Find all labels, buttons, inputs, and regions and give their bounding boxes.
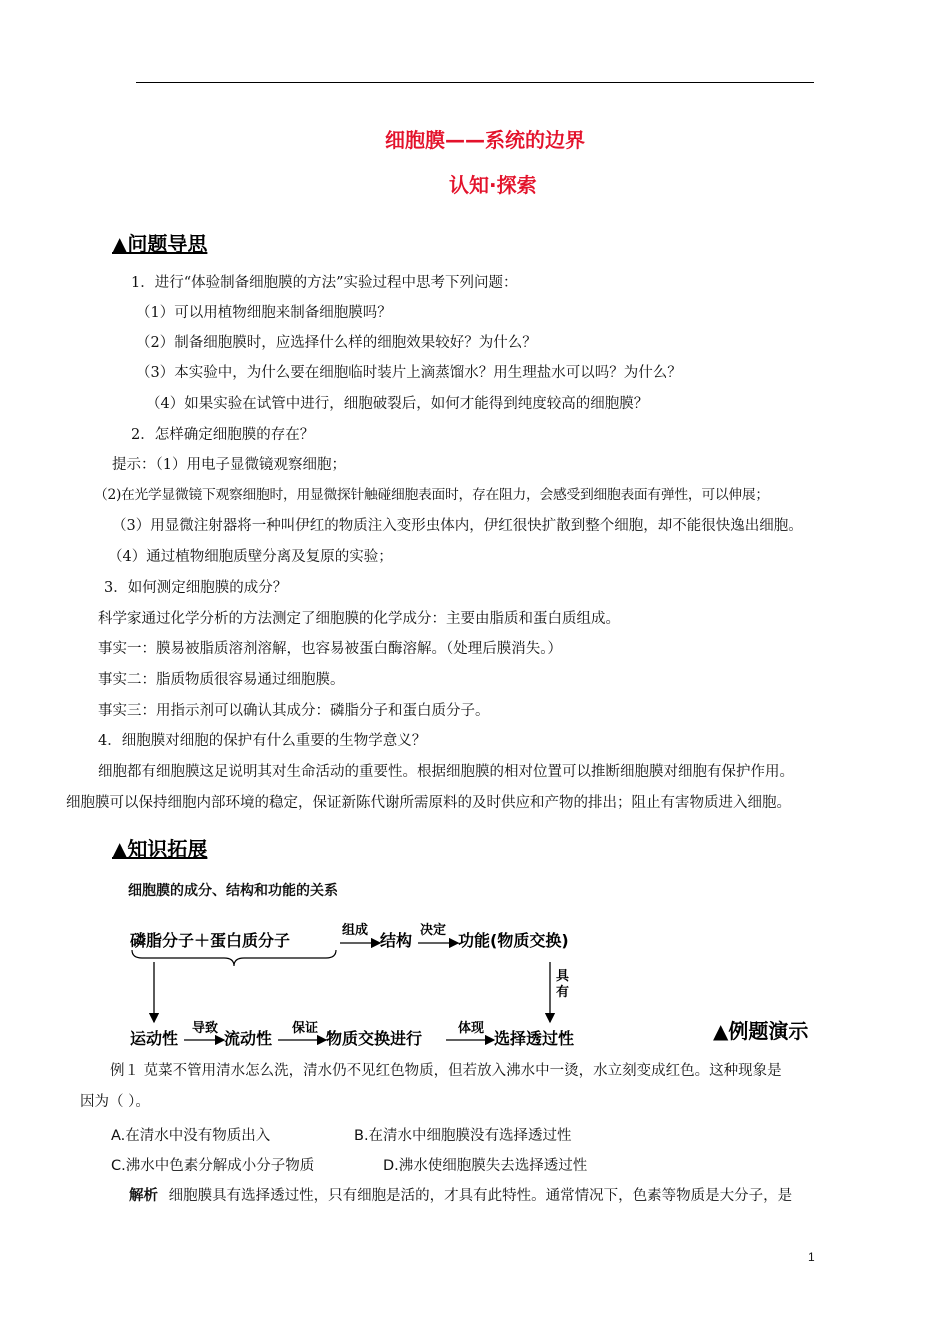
hint-3: （3）用显微注射器将一种叫伊红的物质注入变形虫体内，伊红很快扩散到整个细胞，却不能很快逸出细胞。 — [112, 518, 803, 534]
diagram-label-ensure: 保证 — [292, 1021, 319, 1036]
label-have-1: 具 — [556, 969, 570, 984]
diagram-top-right: 功能(物质交换) — [458, 931, 569, 950]
question-1-1: （1）可以用植物细胞来制备细胞膜吗？ — [136, 305, 392, 321]
page-title: 细胞膜——系统的边界 — [385, 128, 585, 152]
diagram-top-mid: 结构 — [380, 931, 413, 950]
analysis-text: 细胞膜具有选择透过性，只有细胞是活的，才具有此特性。通常情况下，色素等物质是大分子，是 — [168, 1188, 793, 1204]
section-heading-liti: ▲例题演示 — [713, 1019, 809, 1043]
fact-2: 事实二：脂质物质很容易通过细胞膜。 — [98, 672, 345, 688]
answer-3: 科学家通过化学分析的方法测定了细胞膜的化学成分：主要由脂质和蛋白质组成。 — [98, 611, 620, 627]
option-b: B.在清水中细胞膜没有选择透过性 — [354, 1128, 572, 1144]
option-a: A.在清水中没有物质出入 — [111, 1128, 271, 1144]
hint-1: 提示：（1）用电子显微镜观察细胞； — [112, 457, 346, 473]
diagram-bottom-3: 物质交换进行 — [326, 1029, 423, 1048]
hint-4: （4）通过植物细胞质壁分离及复原的实验； — [108, 549, 393, 565]
answer-4-line1: 细胞都有细胞膜这足说明其对生命活动的重要性。根据细胞膜的相对位置可以推断细胞膜对细胞有保护作用。 — [98, 764, 794, 780]
knowledge-subtitle: 细胞膜的成分、结构和功能的关系 — [128, 883, 338, 899]
section-heading-zhishi: ▲知识拓展 — [112, 837, 208, 861]
option-d: D.沸水使细胞膜失去选择透过性 — [383, 1158, 588, 1174]
question-1-4: （4）如果实验在试管中进行，细胞破裂后，如何才能得到纯度较高的细胞膜？ — [146, 396, 649, 412]
question-1-3: （3）本实验中，为什么要在细胞临时装片上滴蒸馏水？用生理盐水可以吗？为什么？ — [136, 365, 682, 381]
analysis-line — [129, 1186, 792, 1206]
label-have-2: 有 — [556, 985, 570, 1000]
membrane-relation-diagram — [128, 916, 608, 1052]
fact-1: 事实一：膜易被脂质溶剂溶解，也容易被蛋白酶溶解。（处理后膜消失。） — [98, 641, 562, 657]
answer-4-line2: 细胞膜可以保持细胞内部环境的稳定，保证新陈代谢所需原料的及时供应和产物的排出；阻止有害物质进入细胞。 — [66, 795, 791, 811]
diagram-bottom-1: 运动性 — [130, 1029, 179, 1048]
example-question-line2: 因为（ ）。 — [80, 1094, 150, 1110]
hint-2: （2)在光学显微镜下观察细胞时，用显微探针触碰细胞表面时，存在阻力，会感受到细胞表面有弹性，可以伸展； — [94, 487, 769, 503]
example-question-line1: 例１ 苋菜不管用清水怎么洗，清水仍不见红色物质，但若放入沸水中一烫，水立刻变成红色。这种现象是 — [110, 1063, 782, 1079]
diagram-label-embody: 体现 — [458, 1021, 485, 1036]
analysis-label: 解析 — [129, 1188, 158, 1204]
diagram-label-have — [556, 969, 574, 1000]
page-number: 1 — [808, 1250, 815, 1264]
section-heading-wenti: ▲问题导思 — [112, 232, 208, 256]
diagram-bottom-2: 流动性 — [224, 1029, 273, 1048]
diagram-label-compose: 组成 — [342, 923, 369, 938]
question-2: 2．怎样确定细胞膜的存在？ — [131, 427, 315, 443]
option-c: C.沸水中色素分解成小分子物质 — [111, 1158, 315, 1174]
fact-3: 事实三：用指示剂可以确认其成分：磷脂分子和蛋白质分子。 — [98, 703, 490, 719]
question-4: 4．细胞膜对细胞的保护有什么重要的生物学意义？ — [98, 733, 427, 749]
question-1-2: （2）制备细胞膜时，应选择什么样的细胞效果较好？为什么？ — [136, 335, 537, 351]
diagram-bottom-4: 选择透过性 — [494, 1029, 575, 1048]
brace — [132, 950, 336, 966]
diagram-top-left: 磷脂分子＋蛋白质分子 — [130, 931, 291, 950]
page-subtitle: 认知·探索 — [449, 173, 537, 197]
diagram-label-determine: 决定 — [420, 923, 447, 938]
header-rule — [136, 82, 814, 83]
diagram-label-lead: 导致 — [192, 1021, 219, 1036]
question-3: 3．如何测定细胞膜的成分？ — [104, 580, 288, 596]
question-1: 1．进行“体验制备细胞膜的方法”实验过程中思考下列问题： — [131, 275, 518, 291]
